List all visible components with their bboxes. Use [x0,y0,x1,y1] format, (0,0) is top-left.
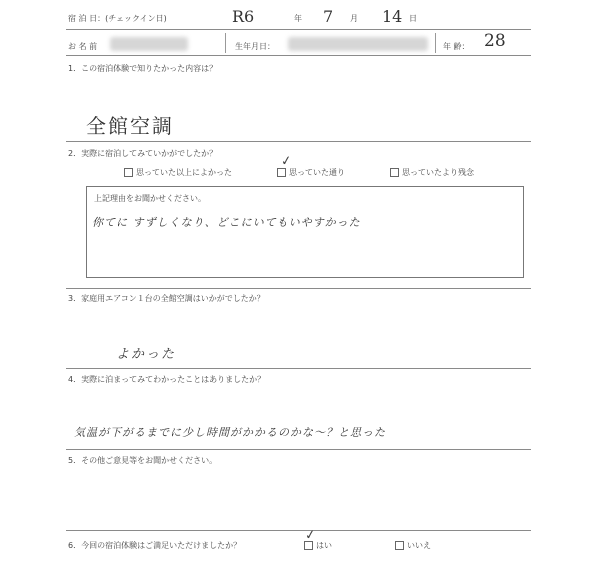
q6-option-no-label: いいえ [407,541,431,550]
checkmark-icon: ✓ [280,153,293,170]
q5-underline [66,530,531,531]
q4-underline [66,449,531,450]
q1-underline [66,141,531,142]
checkbox-icon[interactable] [390,168,399,177]
checkbox-icon[interactable] [395,541,404,550]
q6-option-yes-label: はい [316,541,332,550]
q2-option-better-label: 思っていた以上によかった [136,168,232,177]
stay-date-year-unit: 年 [294,14,302,23]
stay-date-day: 14 [382,7,403,26]
q2-underline [66,288,531,289]
stay-date-month: 7 [323,7,334,26]
q2-reason-label: 上記理由をお聞かせください。 [94,194,206,203]
q2-reason-answer: 你てに すずしくなり、どこにいてもいやすかった [92,216,361,229]
q5-label: 5．その他ご意見等をお聞かせください。 [68,456,218,465]
q4-label: 4．実際に泊まってみてわかったことはありましたか？ [68,375,266,384]
name-label: お 名 前 [68,42,98,51]
birthdate-label: 生年月日： [235,42,275,51]
q3-underline [66,368,531,369]
q4-answer: 気温が下がるまでに少し時間がかかるのかな〜？と思った [74,426,386,439]
q3-answer: よかった [116,347,177,362]
stay-date-underline [66,29,531,30]
q1-answer: 全館空調 [86,114,174,138]
name-divider [225,33,226,53]
stay-date-label: 宿 泊 日：(チェックイン日) [68,14,167,23]
q2-option-better[interactable] [124,167,232,178]
stay-date-month-unit: 月 [350,14,358,23]
q1-label: 1．この宿泊体験で知りたかった内容は？ [68,64,218,73]
checkmark-icon: ✓ [304,527,317,544]
q6-label: 6．今回の宿泊体験はご満足いただけましたか？ [68,541,242,550]
age-value: 28 [484,31,506,51]
stay-date-day-unit: 日 [409,14,417,23]
age-label: 年 齢： [443,42,470,51]
q2-option-disappointing-label: 思っていたより残念 [402,168,474,177]
birthdate-redacted [288,37,428,51]
q6-option-no[interactable] [395,540,431,551]
checkbox-icon[interactable] [124,168,133,177]
name-redacted [110,37,188,51]
q3-label: 3．家庭用エアコン１台の全館空調はいかがでしたか？ [68,294,265,303]
q2-label: 2．実際に宿泊してみていかがでしたか？ [68,149,218,158]
q2-option-as-expected-label: 思っていた通り [289,168,345,177]
header-underline [66,55,531,56]
stay-date-era: R6 [232,7,255,26]
q2-option-disappointing[interactable] [390,167,474,178]
birthdate-divider [435,33,436,53]
